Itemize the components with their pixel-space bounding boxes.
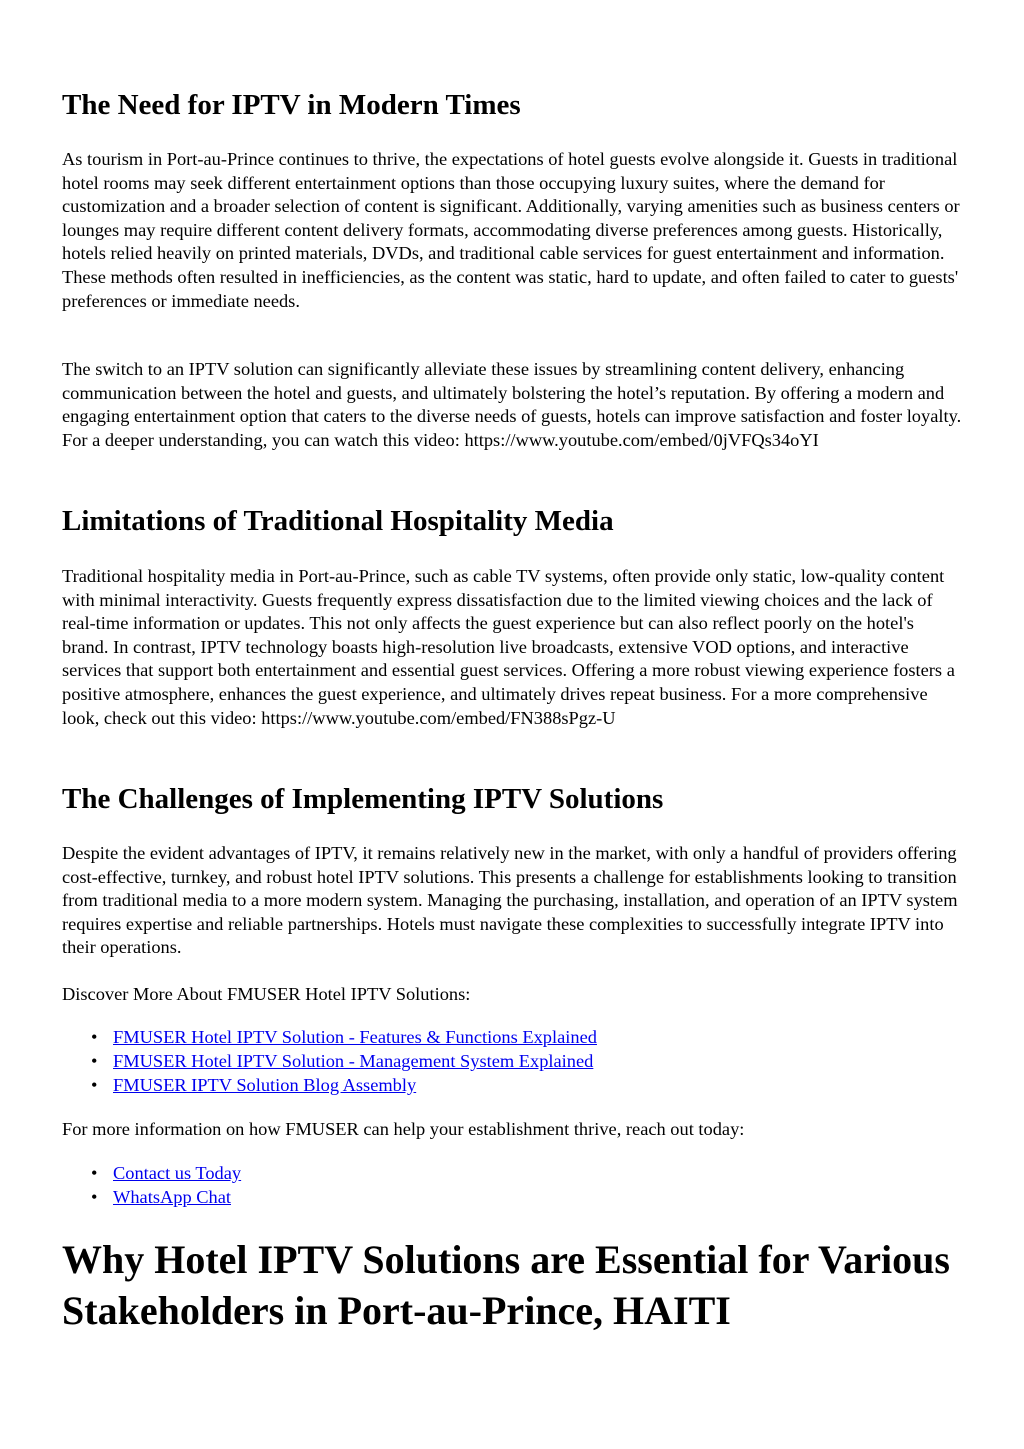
contact-links-list [62,1161,962,1209]
discover-links-list [62,1025,962,1097]
link-management-system[interactable]: FMUSER Hotel IPTV Solution - Management System Explained [113,1051,594,1071]
paragraph-limitations: Traditional hospitality media in Port-au-Prince, such as cable TV systems, often provide only static, low-quality content with minimal interactivity. Guests frequently express dissatisfaction due to the limited viewing choices and the lack of real-time information or updates. This not only affects the guest experience but can also reflect poorly on the hotel's brand. In contrast, IPTV technology boasts high-resolution live broadcasts, extensive VOD options, and interactive services that support both entertainment and essential guest services. Offering a more robust viewing experience fosters a positive atmosphere, enhances the guest experience, and ultimately drives repeat business. For a more comprehensive look, check out this video: https://www.youtube.com/embed/FN388sPgz-U [62,566,955,728]
section-heading-limitations: Limitations of Traditional Hospitality Media [62,505,614,537]
paragraph-contact-intro: For more information on how FMUSER can help your establishment thrive, reach out today: [62,1119,745,1139]
list-item [113,1025,962,1049]
paragraph-need-1: As tourism in Port-au-Prince continues to thrive, the expectations of hotel guests evolve alongside it. Guests in traditional hotel rooms may seek different entertainment options than those occupying luxury suites, where the demand for customization and a broader selection of content is significant. Additionally, varying amenities such as business centers or lounges may require different content delivery formats, accommodating diverse preferences among guests. Historically, hotels relied heavily on printed materials, DVDs, and traditional cable services for guest entertainment and information. These methods often resulted in inefficiencies, as the content was static, hard to update, and often failed to cater to guests' preferences or immediate needs. [62,149,960,311]
list-item [113,1161,962,1185]
paragraph-need-2: The switch to an IPTV solution can significantly alleviate these issues by streamlining content delivery, enhancing communication between the hotel and guests, and ultimately bolstering the hotel’s reputation. By offering a modern and engaging entertainment option that caters to the diverse needs of guests, hotels can improve satisfaction and foster loyalty. For a deeper understanding, you can watch this video: https://www.youtube.com/embed/0jVFQs34oYI [62,359,962,450]
link-whatsapp-chat[interactable]: WhatsApp Chat [113,1187,231,1207]
main-heading-why: Why Hotel IPTV Solutions are Essential for Various Stakeholders in Port-au-Prince, HAITI [62,1237,950,1333]
section-heading-need: The Need for IPTV in Modern Times [62,89,521,121]
section-heading-challenges: The Challenges of Implementing IPTV Solutions [62,783,664,815]
paragraph-discover-intro: Discover More About FMUSER Hotel IPTV Solutions: [62,984,471,1004]
list-item [113,1049,962,1073]
list-item [113,1185,962,1209]
link-contact-us[interactable]: Contact us Today [113,1163,242,1183]
paragraph-challenges: Despite the evident advantages of IPTV, it remains relatively new in the market, with only a handful of providers offering cost-effective, turnkey, and robust hotel IPTV solutions. This presents a challenge for establishments looking to transition from traditional media to a more modern system. Managing the purchasing, installation, and operation of an IPTV system requires expertise and reliable partnerships. Hotels must navigate these complexities to successfully integrate IPTV into their operations. [62,843,958,958]
list-item [113,1073,962,1097]
link-features-functions[interactable]: FMUSER Hotel IPTV Solution - Features & Functions Explained [113,1027,597,1047]
link-blog-assembly[interactable]: FMUSER IPTV Solution Blog Assembly [113,1075,417,1095]
